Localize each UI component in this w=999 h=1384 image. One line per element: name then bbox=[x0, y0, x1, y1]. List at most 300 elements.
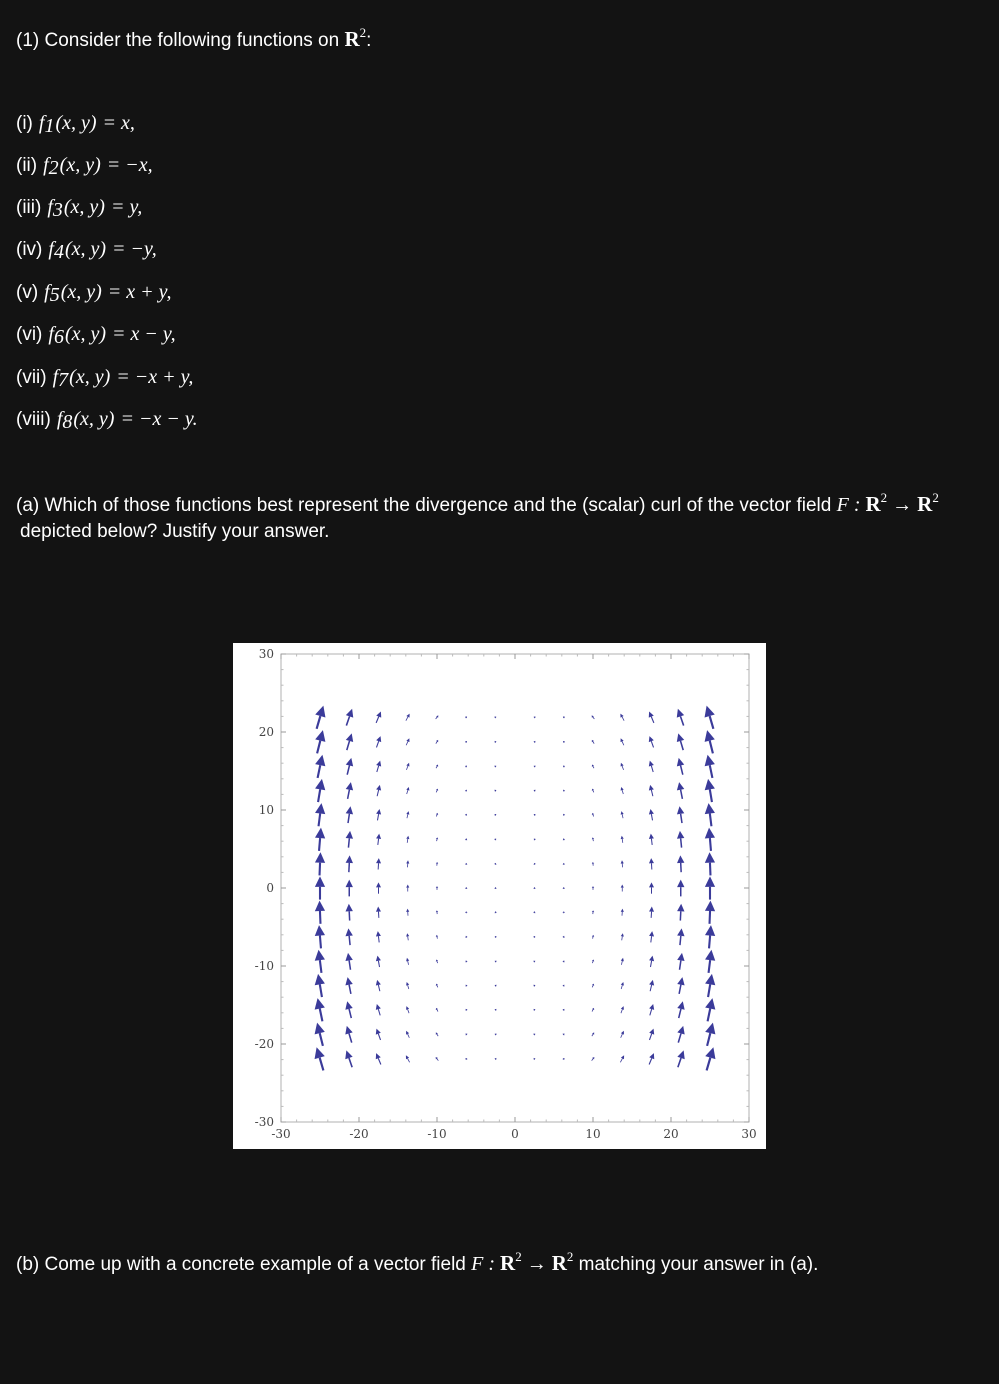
function-rhs: = −y, bbox=[112, 238, 157, 260]
field-arrow bbox=[534, 716, 536, 718]
arrow-shaft bbox=[651, 766, 653, 772]
arrow-shaft bbox=[436, 742, 437, 744]
field-arrow bbox=[345, 977, 352, 994]
field-arrow bbox=[315, 706, 325, 729]
function-item bbox=[16, 321, 176, 348]
field-arrow bbox=[620, 1055, 624, 1062]
field-arrow bbox=[436, 910, 438, 914]
function-index: 5 bbox=[49, 284, 60, 306]
field-arrow bbox=[465, 741, 467, 743]
field-arrow bbox=[346, 831, 353, 848]
arrow-shaft bbox=[708, 1009, 711, 1022]
arrow-shaft bbox=[407, 790, 408, 794]
arrow-head bbox=[649, 931, 654, 936]
arrow-shaft bbox=[593, 766, 594, 768]
field-arrow bbox=[436, 1057, 439, 1061]
function-index: 8 bbox=[62, 411, 73, 433]
function-index: 4 bbox=[53, 241, 64, 263]
arrow-head bbox=[649, 809, 654, 815]
function-args: (x, y) bbox=[64, 323, 107, 345]
arrow-shaft bbox=[681, 741, 684, 750]
arrow-head bbox=[346, 806, 353, 814]
question-a-domain: R bbox=[865, 492, 881, 516]
arrow-shaft bbox=[622, 766, 623, 770]
field-arrow bbox=[705, 974, 715, 997]
x-tick-label: 30 bbox=[741, 1127, 757, 1141]
field-arrow bbox=[346, 806, 353, 823]
arrow-shaft bbox=[621, 985, 622, 989]
arrow-head bbox=[677, 977, 684, 985]
field-arrow bbox=[705, 925, 715, 948]
arrow-shaft bbox=[678, 1033, 681, 1042]
question-b-codomain-exp: 2 bbox=[566, 1249, 574, 1264]
field-arrow bbox=[315, 876, 325, 899]
intro-suffix: : bbox=[366, 30, 372, 51]
arrow-head bbox=[705, 803, 715, 814]
arrow-shaft bbox=[406, 766, 407, 770]
arrow-head bbox=[705, 1023, 715, 1035]
arrow-head bbox=[406, 787, 409, 791]
function-item bbox=[16, 236, 157, 263]
field-arrow bbox=[346, 733, 353, 750]
question-a-codomain-exp: 2 bbox=[932, 490, 939, 505]
arrow-head bbox=[649, 956, 654, 962]
arrow-head bbox=[315, 755, 325, 767]
arrow-shaft bbox=[680, 936, 681, 945]
field-arrow bbox=[315, 998, 325, 1021]
arrow-head bbox=[705, 901, 715, 912]
arrow-shaft bbox=[376, 717, 379, 723]
field-arrow bbox=[533, 936, 535, 938]
question-a-colon: : bbox=[848, 494, 866, 516]
field-arrow bbox=[345, 1050, 352, 1067]
function-label: (iii) bbox=[16, 197, 42, 218]
arrow-shaft bbox=[710, 814, 712, 827]
field-arrow bbox=[649, 931, 654, 942]
y-tick-label: 10 bbox=[258, 803, 274, 817]
arrow-shaft bbox=[320, 1058, 324, 1071]
arrow-head bbox=[563, 887, 565, 889]
arrow-head bbox=[315, 950, 325, 961]
arrow-shaft bbox=[376, 741, 378, 747]
field-arrow bbox=[563, 838, 565, 840]
field-arrow bbox=[376, 809, 381, 820]
arrow-head bbox=[436, 910, 438, 912]
arrow-shaft bbox=[378, 936, 379, 942]
question-a-codomain: R bbox=[917, 492, 933, 516]
field-arrow bbox=[465, 863, 467, 865]
field-arrow bbox=[376, 956, 381, 967]
field-arrow bbox=[677, 977, 684, 994]
field-arrow bbox=[592, 886, 594, 890]
function-name: f bbox=[43, 154, 49, 176]
function-label: (vi) bbox=[16, 324, 43, 345]
arrow-head bbox=[649, 980, 654, 986]
field-arrow bbox=[649, 1029, 654, 1040]
arrow-shaft bbox=[437, 1009, 438, 1011]
arrow-shaft bbox=[320, 1009, 323, 1022]
arrow-head bbox=[315, 1047, 325, 1059]
field-arrow bbox=[592, 935, 594, 939]
field-arrow bbox=[592, 740, 594, 744]
arrow-head bbox=[677, 733, 684, 742]
arrow-head bbox=[621, 884, 624, 887]
field-arrow bbox=[406, 1031, 409, 1038]
arrow-head bbox=[376, 1004, 381, 1010]
field-arrow bbox=[345, 1026, 352, 1043]
field-arrow bbox=[346, 880, 353, 897]
arrow-head bbox=[376, 906, 381, 911]
arrow-head bbox=[621, 811, 624, 815]
field-arrow bbox=[465, 911, 467, 913]
field-arrow bbox=[621, 1006, 624, 1013]
question-b-codomain: R bbox=[551, 1251, 567, 1275]
field-arrow bbox=[376, 711, 381, 722]
arrow-shaft bbox=[407, 814, 408, 818]
arrow-shaft bbox=[408, 1034, 410, 1038]
field-arrow bbox=[649, 956, 654, 967]
field-arrow bbox=[494, 741, 496, 743]
field-arrow bbox=[345, 928, 352, 945]
arrow-shaft bbox=[680, 960, 681, 969]
field-arrow bbox=[677, 806, 684, 823]
arrow-head bbox=[677, 709, 684, 718]
field-arrow bbox=[495, 936, 497, 938]
field-arrow bbox=[315, 901, 325, 924]
arrow-shaft bbox=[378, 985, 379, 991]
field-arrow bbox=[315, 1023, 325, 1046]
field-arrow bbox=[705, 803, 715, 826]
arrow-head bbox=[406, 958, 409, 962]
field-arrow bbox=[592, 764, 594, 768]
arrow-head bbox=[376, 785, 381, 791]
arrow-head bbox=[494, 887, 496, 889]
function-name: f bbox=[52, 366, 59, 388]
function-rhs: = x, bbox=[102, 112, 135, 134]
arrow-head bbox=[563, 863, 565, 865]
field-arrow bbox=[533, 1033, 535, 1035]
arrow-shaft bbox=[710, 863, 711, 876]
field-arrow bbox=[621, 933, 624, 940]
field-arrow bbox=[376, 785, 381, 796]
arrow-head bbox=[705, 828, 715, 839]
field-arrow bbox=[406, 1055, 410, 1062]
field-arrow bbox=[533, 985, 535, 987]
arrow-head bbox=[621, 958, 624, 962]
field-arrow bbox=[376, 882, 381, 893]
field-arrow bbox=[705, 1023, 715, 1046]
field-arrow bbox=[562, 911, 564, 913]
arrow-head bbox=[677, 928, 684, 936]
arrow-head bbox=[465, 911, 467, 913]
field-arrow bbox=[376, 931, 381, 942]
arrow-head bbox=[315, 1023, 325, 1035]
arrow-head bbox=[406, 836, 409, 839]
field-arrow bbox=[562, 1009, 564, 1011]
question-b-domain: R bbox=[500, 1251, 516, 1275]
question-a-text: (a) Which of those functions best represent the divergence and the (scalar) curl of the vector field bbox=[16, 495, 837, 516]
arrow-shaft bbox=[408, 936, 409, 940]
function-args: (x, y) bbox=[60, 281, 102, 303]
arrow-head bbox=[533, 887, 535, 889]
arrow-head bbox=[436, 837, 438, 839]
arrow-head bbox=[705, 998, 715, 1010]
arrow-head bbox=[592, 862, 594, 864]
arrow-shaft bbox=[378, 961, 379, 967]
function-index: 2 bbox=[48, 157, 59, 179]
field-arrow bbox=[315, 852, 325, 875]
field-arrow bbox=[376, 1053, 381, 1064]
field-arrow bbox=[376, 834, 381, 845]
field-arrow bbox=[315, 950, 325, 973]
function-name: f bbox=[48, 238, 54, 260]
function-item bbox=[16, 406, 198, 433]
field-arrow bbox=[376, 1004, 381, 1015]
arrow-head bbox=[315, 901, 325, 912]
arrow-shaft bbox=[377, 790, 378, 796]
arrow-head bbox=[346, 733, 353, 742]
function-label: (i) bbox=[16, 113, 33, 134]
arrow-shaft bbox=[710, 789, 712, 802]
arrow-shaft bbox=[622, 717, 624, 721]
arrow-shaft bbox=[710, 838, 711, 851]
arrow-shaft bbox=[378, 1009, 380, 1015]
arrow-shaft bbox=[651, 790, 652, 796]
field-arrow bbox=[677, 928, 684, 945]
field-arrow bbox=[592, 959, 594, 963]
question-b-arrow: → bbox=[521, 1253, 552, 1275]
arrow-head bbox=[592, 886, 594, 888]
field-arrow bbox=[621, 958, 624, 965]
field-arrow bbox=[621, 884, 624, 891]
field-arrow bbox=[592, 813, 594, 817]
field-arrow bbox=[406, 933, 409, 940]
field-arrow bbox=[406, 714, 410, 721]
x-tick-label: -10 bbox=[427, 1127, 447, 1141]
field-arrow bbox=[649, 761, 654, 772]
field-arrow bbox=[649, 1053, 654, 1064]
field-arrow bbox=[494, 765, 496, 767]
field-arrow bbox=[534, 838, 536, 840]
field-arrow bbox=[562, 1034, 564, 1036]
field-arrow bbox=[705, 706, 715, 729]
field-arrow bbox=[621, 811, 624, 818]
arrow-head bbox=[315, 925, 325, 936]
arrow-head bbox=[677, 831, 684, 839]
arrow-head bbox=[677, 953, 684, 961]
field-arrow bbox=[621, 763, 624, 770]
question-a-tail: depicted below? Justify your answer. bbox=[20, 521, 330, 542]
field-arrow bbox=[346, 855, 353, 872]
field-arrow bbox=[649, 906, 654, 917]
arrow-shaft bbox=[436, 814, 437, 816]
field-arrow bbox=[649, 785, 654, 796]
arrow-shaft bbox=[707, 1033, 710, 1046]
arrow-shaft bbox=[708, 984, 710, 997]
function-index: 1 bbox=[44, 115, 55, 137]
arrow-shaft bbox=[651, 839, 652, 845]
function-name: f bbox=[44, 281, 50, 303]
arrow-shaft bbox=[408, 985, 409, 989]
field-arrow bbox=[406, 763, 409, 770]
arrow-shaft bbox=[377, 814, 378, 820]
field-arrow bbox=[494, 790, 496, 792]
arrow-head bbox=[345, 977, 352, 985]
arrow-head bbox=[677, 1001, 684, 1009]
field-arrow bbox=[592, 1032, 594, 1036]
arrow-head bbox=[345, 1026, 352, 1035]
field-arrow bbox=[436, 715, 439, 719]
arrow-shaft bbox=[319, 814, 321, 827]
arrow-head bbox=[315, 998, 325, 1010]
arrow-shaft bbox=[650, 961, 651, 967]
field-arrow bbox=[705, 779, 715, 802]
arrow-head bbox=[376, 956, 381, 962]
field-arrow bbox=[533, 911, 535, 913]
arrow-head bbox=[376, 858, 381, 863]
field-arrow bbox=[346, 709, 353, 726]
field-arrow bbox=[436, 935, 438, 939]
field-arrow bbox=[436, 837, 438, 841]
field-arrow bbox=[592, 1008, 594, 1012]
arrow-shaft bbox=[621, 1034, 623, 1038]
field-arrow bbox=[345, 1001, 352, 1018]
arrow-shaft bbox=[408, 1058, 410, 1062]
arrow-head bbox=[346, 855, 353, 863]
arrow-shaft bbox=[317, 741, 320, 754]
arrow-shaft bbox=[709, 936, 710, 949]
arrow-head bbox=[562, 1034, 564, 1036]
arrow-shaft bbox=[348, 790, 350, 799]
arrow-head bbox=[406, 860, 409, 863]
field-arrow bbox=[494, 863, 496, 865]
arrow-shaft bbox=[681, 765, 683, 774]
field-arrow bbox=[705, 876, 715, 899]
arrow-head bbox=[649, 761, 654, 767]
field-arrow bbox=[534, 863, 536, 865]
arrow-shaft bbox=[592, 1059, 593, 1061]
arrow-shaft bbox=[710, 716, 714, 729]
field-arrow bbox=[495, 961, 497, 963]
field-arrow bbox=[562, 960, 564, 962]
field-arrow bbox=[562, 936, 564, 938]
arrow-shaft bbox=[349, 1009, 351, 1018]
question-b-tail: matching your answer in (a). bbox=[573, 1254, 819, 1275]
function-index: 3 bbox=[52, 199, 63, 221]
arrow-shaft bbox=[710, 911, 711, 924]
function-rhs: = −x − y. bbox=[120, 408, 198, 430]
y-tick-label: 20 bbox=[258, 725, 274, 739]
field-arrow bbox=[534, 1058, 536, 1060]
arrow-head bbox=[345, 928, 352, 936]
field-arrow bbox=[533, 961, 535, 963]
field-arrow bbox=[315, 1047, 325, 1070]
arrow-shaft bbox=[592, 1009, 593, 1011]
field-arrow bbox=[466, 1034, 468, 1036]
arrow-shaft bbox=[593, 790, 594, 792]
arrow-shaft bbox=[320, 863, 321, 876]
arrow-head bbox=[315, 803, 325, 814]
arrow-head bbox=[677, 904, 684, 912]
intro-space: R bbox=[344, 27, 360, 51]
field-arrow bbox=[620, 714, 624, 721]
field-arrow bbox=[677, 733, 684, 750]
arrow-shaft bbox=[378, 839, 379, 845]
arrow-shaft bbox=[378, 1034, 380, 1040]
arrow-shaft bbox=[620, 1058, 622, 1062]
arrow-head bbox=[345, 953, 352, 961]
function-label: (viii) bbox=[16, 409, 51, 430]
field-arrow bbox=[534, 814, 536, 816]
field-arrow bbox=[705, 852, 715, 875]
arrow-head bbox=[649, 906, 654, 911]
field-arrow bbox=[705, 901, 715, 924]
arrow-shaft bbox=[437, 1034, 438, 1036]
field-arrow bbox=[705, 950, 715, 973]
arrow-head bbox=[376, 736, 381, 742]
field-arrow bbox=[465, 716, 467, 718]
function-name: f bbox=[56, 408, 63, 430]
arrow-shaft bbox=[621, 961, 622, 965]
arrow-shaft bbox=[320, 936, 321, 949]
arrow-head bbox=[592, 837, 594, 839]
function-rhs: = x + y, bbox=[107, 281, 172, 303]
field-arrow bbox=[406, 787, 409, 794]
arrow-head bbox=[563, 741, 565, 743]
arrow-head bbox=[346, 831, 353, 839]
y-tick-label: 30 bbox=[258, 647, 274, 661]
field-arrow bbox=[436, 862, 438, 866]
arrow-head bbox=[705, 974, 715, 985]
arrow-shaft bbox=[681, 838, 682, 847]
field-arrow bbox=[649, 882, 654, 893]
arrow-head bbox=[677, 880, 684, 888]
field-arrow bbox=[376, 980, 381, 991]
field-arrow bbox=[677, 709, 684, 726]
y-tick-label: -30 bbox=[254, 1115, 274, 1129]
arrow-shaft bbox=[651, 814, 652, 820]
field-arrow bbox=[406, 811, 409, 818]
arrow-shaft bbox=[650, 1009, 652, 1015]
function-args: (x, y) bbox=[59, 154, 101, 176]
arrow-shaft bbox=[317, 716, 321, 729]
arrow-head bbox=[705, 706, 715, 718]
field-arrow bbox=[406, 982, 409, 989]
function-item bbox=[16, 364, 193, 391]
field-arrow bbox=[563, 716, 565, 718]
arrow-head bbox=[592, 935, 594, 937]
arrow-head bbox=[649, 1004, 654, 1010]
arrow-shaft bbox=[707, 1058, 711, 1071]
field-arrow bbox=[534, 765, 536, 767]
arrow-shaft bbox=[407, 839, 408, 843]
field-arrow bbox=[563, 814, 565, 816]
field-arrow bbox=[677, 1026, 684, 1043]
arrow-shaft bbox=[709, 960, 711, 973]
arrow-shaft bbox=[710, 765, 713, 778]
function-rhs: = −x, bbox=[106, 154, 153, 176]
arrow-shaft bbox=[320, 960, 322, 973]
field-arrow bbox=[376, 906, 381, 917]
field-arrow bbox=[621, 982, 624, 989]
field-arrow bbox=[376, 761, 381, 772]
field-arrow bbox=[436, 740, 438, 744]
field-arrow bbox=[436, 886, 438, 890]
arrow-head bbox=[465, 887, 467, 889]
x-tick-label: 0 bbox=[511, 1127, 519, 1141]
field-arrow bbox=[436, 764, 438, 768]
field-arrow bbox=[649, 980, 654, 991]
